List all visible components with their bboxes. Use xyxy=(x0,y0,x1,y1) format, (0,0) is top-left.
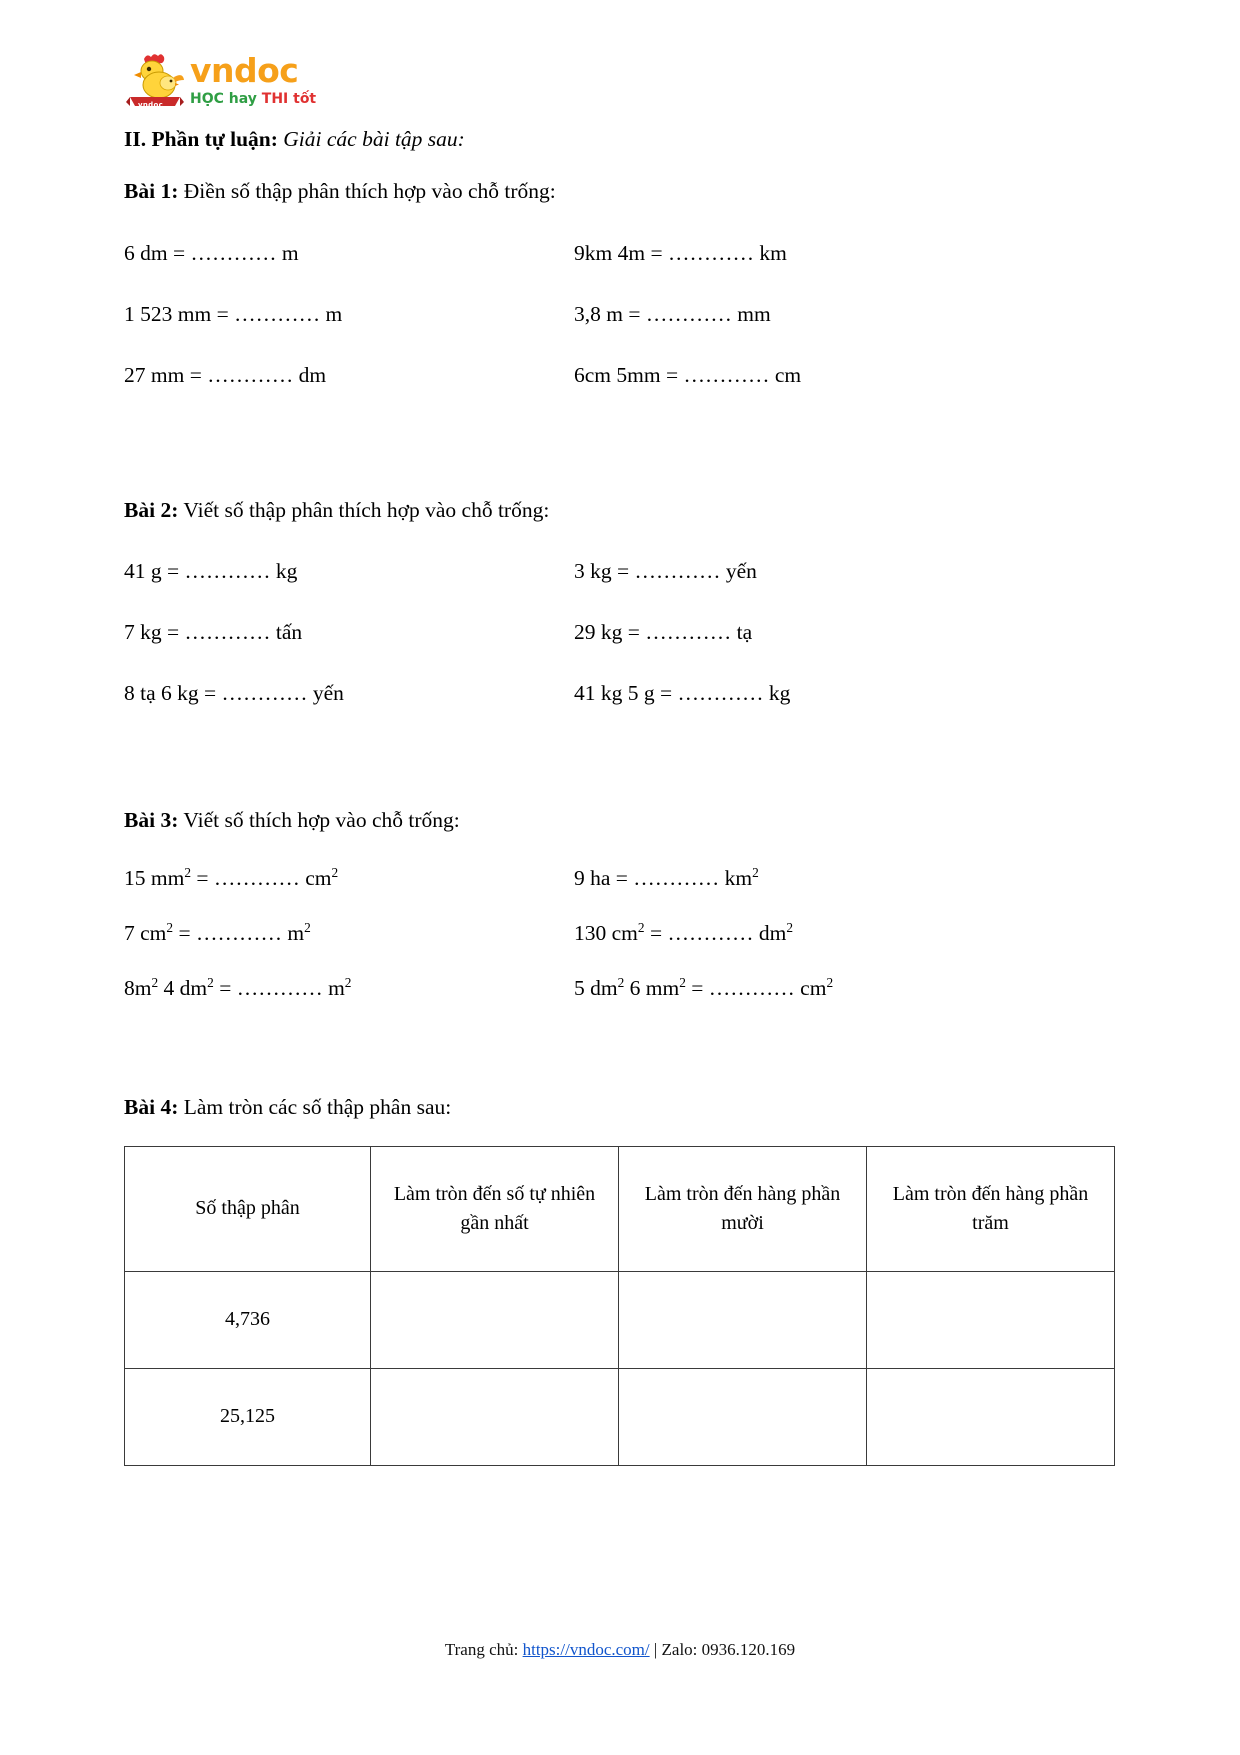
section-heading-italic: Giải các bài tập sau: xyxy=(283,127,465,151)
bai1-title xyxy=(124,178,1114,206)
table-cell-answer-2-1[interactable] xyxy=(371,1368,619,1465)
bai1-item-6: 6cm 5mm = ………… cm xyxy=(574,362,802,387)
bai3-item-4: 130 $cm^2$ = ………… $dm^2$ xyxy=(574,919,793,945)
bai1-item-2: 9km 4m = ………… km xyxy=(574,240,787,265)
logo-wordmark xyxy=(190,50,316,106)
bai2-item-6: 41 kg 5 g = ………… kg xyxy=(574,681,791,706)
bai2-title xyxy=(124,497,1114,525)
bai3-row-2 xyxy=(124,920,1114,947)
bai1-item-5: 27 mm = ………… dm xyxy=(124,362,327,387)
bai1-rows xyxy=(124,240,1114,389)
bai2-rows xyxy=(124,558,1114,707)
table-header-tenths: Làm tròn đến hàng phần mười xyxy=(619,1146,867,1271)
bai4-prompt: Làm tròn các số thập phân sau: xyxy=(183,1094,452,1119)
footer-zalo: Zalo: 0936.120.169 xyxy=(661,1640,796,1659)
bai2-item-2: 3 kg = ………… yến xyxy=(574,559,757,584)
bai2-row-3 xyxy=(124,680,1114,707)
bai1-item-1: 6 dm = ………… m xyxy=(124,240,299,265)
section-heading xyxy=(124,126,1114,154)
table-row xyxy=(125,1368,1115,1465)
footer-homepage-link[interactable]: https://vndoc.com/ xyxy=(522,1640,650,1659)
logo-tagline-thi: THI xyxy=(261,91,289,107)
table-cell-answer-2-2[interactable] xyxy=(619,1368,867,1465)
table-header-decimal: Số thập phân xyxy=(125,1146,371,1271)
bai3-item-5: $8m^2$ 4 $dm^2$ = ………… $m^2$ xyxy=(124,974,352,1000)
bai2-item-4: 29 kg = ………… tạ xyxy=(574,620,753,645)
table-header-nearest-whole: Làm tròn đến số tự nhiên gần nhất xyxy=(371,1146,619,1271)
logo-ribbon-label: vndoc xyxy=(138,101,164,109)
bai3-title xyxy=(124,807,1114,835)
table-cell-value-2: 25,125 xyxy=(125,1368,371,1465)
vndoc-chicken-icon xyxy=(124,50,186,112)
table-row xyxy=(125,1271,1115,1368)
bai1-row-3 xyxy=(124,362,1114,389)
table-cell-answer-1-1[interactable] xyxy=(371,1271,619,1368)
logo-tagline-tot: tốt xyxy=(293,91,317,107)
bai3-label: Bài 3: xyxy=(124,808,179,833)
bai4-label: Bài 4: xyxy=(124,1094,179,1119)
table-cell-answer-1-3[interactable] xyxy=(867,1271,1115,1368)
logo-tagline-hoc: HỌC xyxy=(190,91,224,107)
bai2-prompt: Viết số thập phân thích hợp vào chỗ trống: xyxy=(183,497,550,522)
footer-prefix: Trang chủ: xyxy=(444,1640,523,1659)
bai1-row-2 xyxy=(124,301,1114,328)
bai1-item-3: 1 523 mm = ………… m xyxy=(124,301,343,326)
table-header-row xyxy=(125,1146,1115,1271)
bai3-item-6: 5 $dm^2$ 6 $mm^2$ = ………… $cm^2$ xyxy=(574,974,834,1000)
logo-tagline xyxy=(190,92,316,106)
footer-separator: | xyxy=(649,1640,662,1659)
section-heading-bold: II. Phần tự luận: xyxy=(124,127,278,151)
logo-tagline-hay: hay xyxy=(228,91,257,107)
bai3-row-1 xyxy=(124,865,1114,892)
bai2-item-3: 7 kg = ………… tấn xyxy=(124,620,303,645)
bai1-item-4: 3,8 m = ………… mm xyxy=(574,301,771,326)
page-footer xyxy=(0,1640,1240,1660)
bai2-row-1 xyxy=(124,558,1114,585)
bai1-label: Bài 1: xyxy=(124,178,179,203)
bai1-prompt: Điền số thập phân thích hợp vào chỗ trống: xyxy=(183,178,556,203)
bai4-title xyxy=(124,1094,1114,1122)
rounding-table xyxy=(124,1146,1115,1466)
bai2-item-1: 41 g = ………… kg xyxy=(124,559,298,584)
table-cell-value-1: 4,736 xyxy=(125,1271,371,1368)
table-cell-answer-2-3[interactable] xyxy=(867,1368,1115,1465)
bai3-item-3: 7 $cm^2$ = ………… $m^2$ xyxy=(124,919,311,945)
bai3-rows xyxy=(124,865,1114,1002)
bai2-item-5: 8 tạ 6 kg = ………… yến xyxy=(124,681,344,706)
bai3-item-1: 15 $mm^2$ = ………… $cm^2$ xyxy=(124,864,339,890)
logo-brand-text: vndoc xyxy=(190,51,299,90)
vndoc-logo xyxy=(124,50,316,112)
bai2-row-2 xyxy=(124,619,1114,646)
bai3-item-2: 9 ha = ………… $km^2$ xyxy=(574,864,759,890)
bai3-row-3 xyxy=(124,975,1114,1002)
table-cell-answer-1-2[interactable] xyxy=(619,1271,867,1368)
table-header-hundredths: Làm tròn đến hàng phần trăm xyxy=(867,1146,1115,1271)
bai2-label: Bài 2: xyxy=(124,497,179,522)
bai1-row-1 xyxy=(124,240,1114,267)
bai3-prompt: Viết số thích hợp vào chỗ trống: xyxy=(183,808,460,833)
worksheet-content xyxy=(124,126,1114,1466)
